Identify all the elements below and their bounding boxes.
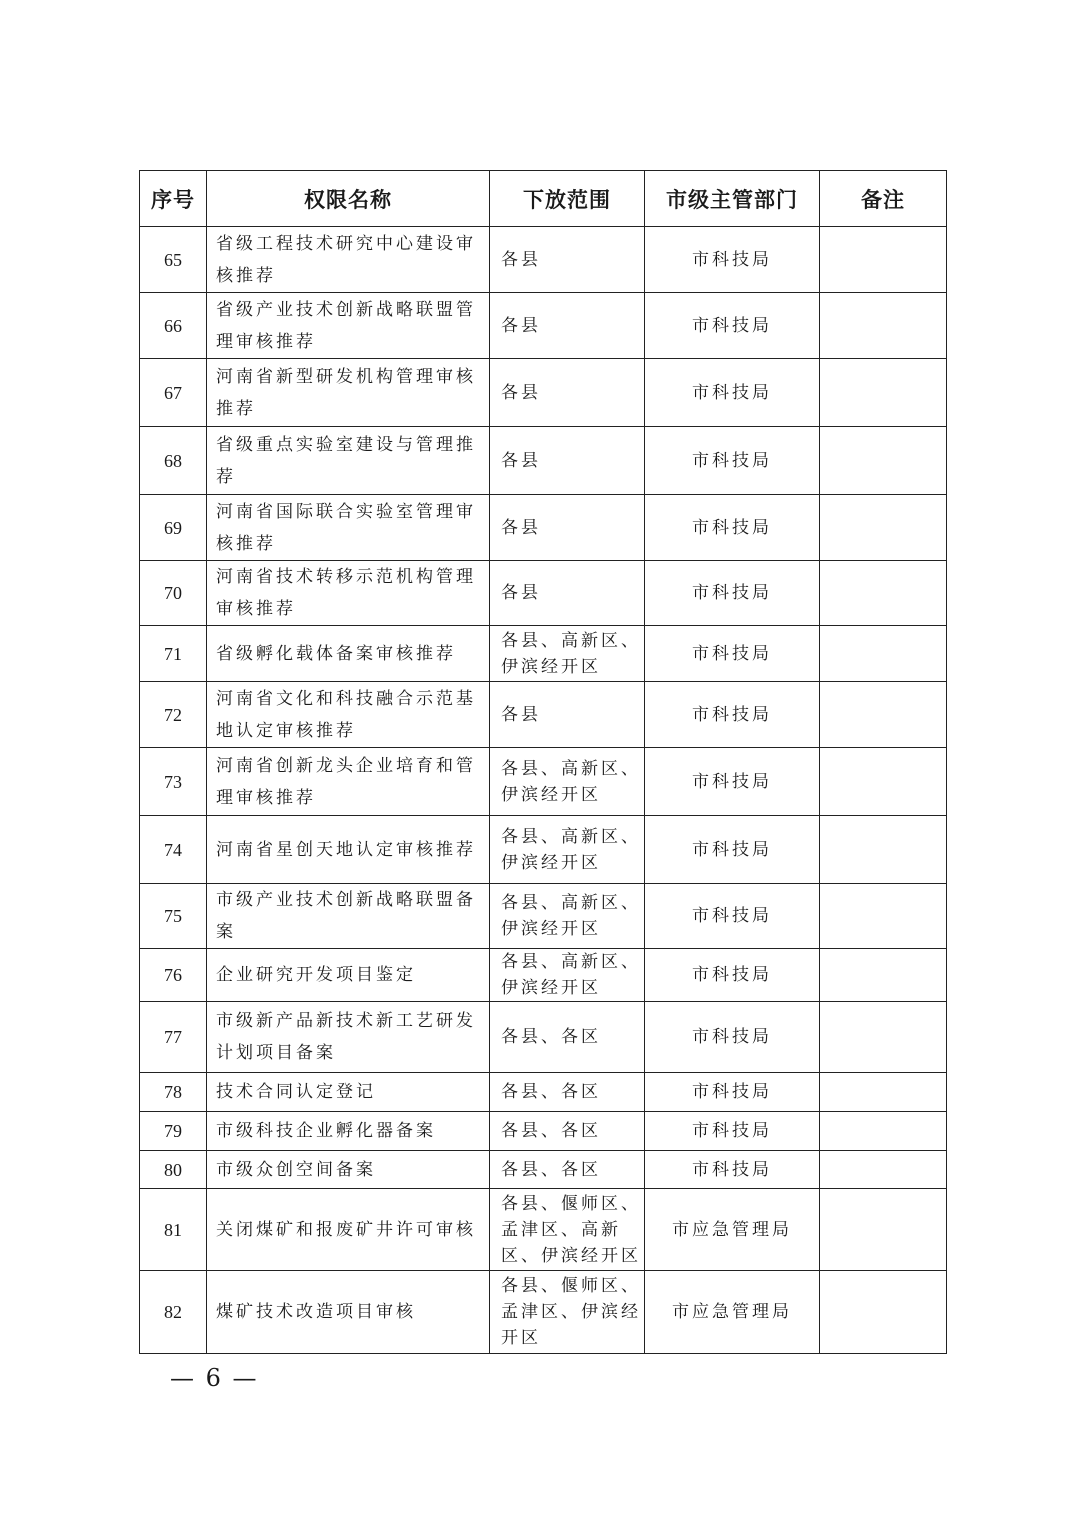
header-department: 市级主管部门	[645, 171, 820, 227]
row-index: 74	[140, 816, 207, 884]
row-index: 65	[140, 227, 207, 293]
row-index: 66	[140, 293, 207, 359]
row-authority-name: 煤矿技术改造项目审核	[207, 1271, 490, 1354]
row-authority-name: 关闭煤矿和报废矿井许可审核	[207, 1189, 490, 1271]
row-authority-name: 河南省创新龙头企业培育和管理审核推荐	[207, 748, 490, 816]
row-authority-name: 技术合同认定登记	[207, 1073, 490, 1112]
row-index: 82	[140, 1271, 207, 1354]
table-row	[140, 748, 947, 816]
row-department: 市科技局	[645, 495, 820, 561]
row-remarks	[820, 1112, 947, 1151]
header-index: 序号	[140, 171, 207, 227]
row-scope: 各县	[490, 682, 645, 748]
row-remarks	[820, 227, 947, 293]
row-scope: 各县	[490, 359, 645, 427]
table-row	[140, 227, 947, 293]
row-department: 市科技局	[645, 293, 820, 359]
table-header-row	[140, 171, 947, 227]
row-department: 市科技局	[645, 427, 820, 495]
row-authority-name: 市级新产品新技术新工艺研发计划项目备案	[207, 1002, 490, 1073]
row-authority-name: 河南省文化和科技融合示范基地认定审核推荐	[207, 682, 490, 748]
row-department: 市科技局	[645, 949, 820, 1002]
row-index: 75	[140, 884, 207, 949]
row-scope: 各县、偃师区、孟津区、高新区、伊滨经开区	[490, 1189, 645, 1271]
row-authority-name: 市级科技企业孵化器备案	[207, 1112, 490, 1151]
table-row	[140, 1002, 947, 1073]
row-authority-name: 河南省新型研发机构管理审核推荐	[207, 359, 490, 427]
row-index: 76	[140, 949, 207, 1002]
row-remarks	[820, 495, 947, 561]
authority-table	[139, 170, 947, 1354]
row-scope: 各县、各区	[490, 1073, 645, 1112]
row-authority-name: 河南省星创天地认定审核推荐	[207, 816, 490, 884]
row-department: 市应急管理局	[645, 1271, 820, 1354]
row-index: 68	[140, 427, 207, 495]
row-scope: 各县	[490, 427, 645, 495]
table-row	[140, 682, 947, 748]
row-remarks	[820, 1189, 947, 1271]
row-scope: 各县、高新区、伊滨经开区	[490, 816, 645, 884]
row-authority-name: 市级众创空间备案	[207, 1151, 490, 1189]
row-remarks	[820, 1073, 947, 1112]
row-scope: 各县、高新区、伊滨经开区	[490, 884, 645, 949]
row-index: 77	[140, 1002, 207, 1073]
row-index: 81	[140, 1189, 207, 1271]
row-remarks	[820, 561, 947, 626]
row-department: 市科技局	[645, 884, 820, 949]
row-scope: 各县	[490, 227, 645, 293]
row-remarks	[820, 816, 947, 884]
table-row	[140, 359, 947, 427]
row-scope: 各县	[490, 561, 645, 626]
row-authority-name: 省级工程技术研究中心建设审核推荐	[207, 227, 490, 293]
row-scope: 各县、各区	[490, 1151, 645, 1189]
table-row	[140, 561, 947, 626]
row-remarks	[820, 682, 947, 748]
row-department: 市科技局	[645, 359, 820, 427]
row-department: 市科技局	[645, 1112, 820, 1151]
row-department: 市科技局	[645, 682, 820, 748]
row-scope: 各县、高新区、伊滨经开区	[490, 748, 645, 816]
header-remarks: 备注	[820, 171, 947, 227]
row-authority-name: 企业研究开发项目鉴定	[207, 949, 490, 1002]
row-index: 67	[140, 359, 207, 427]
table-row	[140, 293, 947, 359]
row-department: 市科技局	[645, 561, 820, 626]
row-scope: 各县	[490, 293, 645, 359]
row-scope: 各县、各区	[490, 1112, 645, 1151]
row-authority-name: 市级产业技术创新战略联盟备案	[207, 884, 490, 949]
row-department: 市科技局	[645, 227, 820, 293]
row-remarks	[820, 626, 947, 682]
table-row	[140, 1271, 947, 1354]
row-scope: 各县	[490, 495, 645, 561]
row-authority-name: 省级孵化载体备案审核推荐	[207, 626, 490, 682]
table-row	[140, 1112, 947, 1151]
row-remarks	[820, 427, 947, 495]
row-department: 市科技局	[645, 1002, 820, 1073]
row-index: 72	[140, 682, 207, 748]
row-remarks	[820, 293, 947, 359]
header-scope: 下放范围	[490, 171, 645, 227]
row-index: 70	[140, 561, 207, 626]
authority-table-container	[139, 170, 946, 1354]
row-authority-name: 河南省国际联合实验室管理审核推荐	[207, 495, 490, 561]
row-remarks	[820, 884, 947, 949]
row-remarks	[820, 1151, 947, 1189]
row-authority-name: 省级重点实验室建设与管理推荐	[207, 427, 490, 495]
page-number: — 6 —	[170, 1364, 259, 1392]
table-row	[140, 1073, 947, 1112]
table-row	[140, 816, 947, 884]
row-remarks	[820, 1271, 947, 1354]
row-remarks	[820, 1002, 947, 1073]
row-index: 78	[140, 1073, 207, 1112]
table-row	[140, 1151, 947, 1189]
row-authority-name: 河南省技术转移示范机构管理审核推荐	[207, 561, 490, 626]
row-index: 71	[140, 626, 207, 682]
row-scope: 各县、高新区、伊滨经开区	[490, 626, 645, 682]
table-row	[140, 626, 947, 682]
row-scope: 各县、高新区、伊滨经开区	[490, 949, 645, 1002]
table-row	[140, 427, 947, 495]
row-scope: 各县、各区	[490, 1002, 645, 1073]
header-authority-name: 权限名称	[207, 171, 490, 227]
row-index: 80	[140, 1151, 207, 1189]
row-index: 69	[140, 495, 207, 561]
row-index: 79	[140, 1112, 207, 1151]
table-row	[140, 1189, 947, 1271]
table-row	[140, 884, 947, 949]
row-remarks	[820, 359, 947, 427]
row-department: 市科技局	[645, 1073, 820, 1112]
row-department: 市科技局	[645, 816, 820, 884]
row-scope: 各县、偃师区、孟津区、伊滨经开区	[490, 1271, 645, 1354]
table-row	[140, 495, 947, 561]
row-department: 市科技局	[645, 626, 820, 682]
row-department: 市科技局	[645, 748, 820, 816]
row-remarks	[820, 748, 947, 816]
row-remarks	[820, 949, 947, 1002]
row-authority-name: 省级产业技术创新战略联盟管理审核推荐	[207, 293, 490, 359]
row-department: 市应急管理局	[645, 1189, 820, 1271]
table-row	[140, 949, 947, 1002]
row-department: 市科技局	[645, 1151, 820, 1189]
row-index: 73	[140, 748, 207, 816]
